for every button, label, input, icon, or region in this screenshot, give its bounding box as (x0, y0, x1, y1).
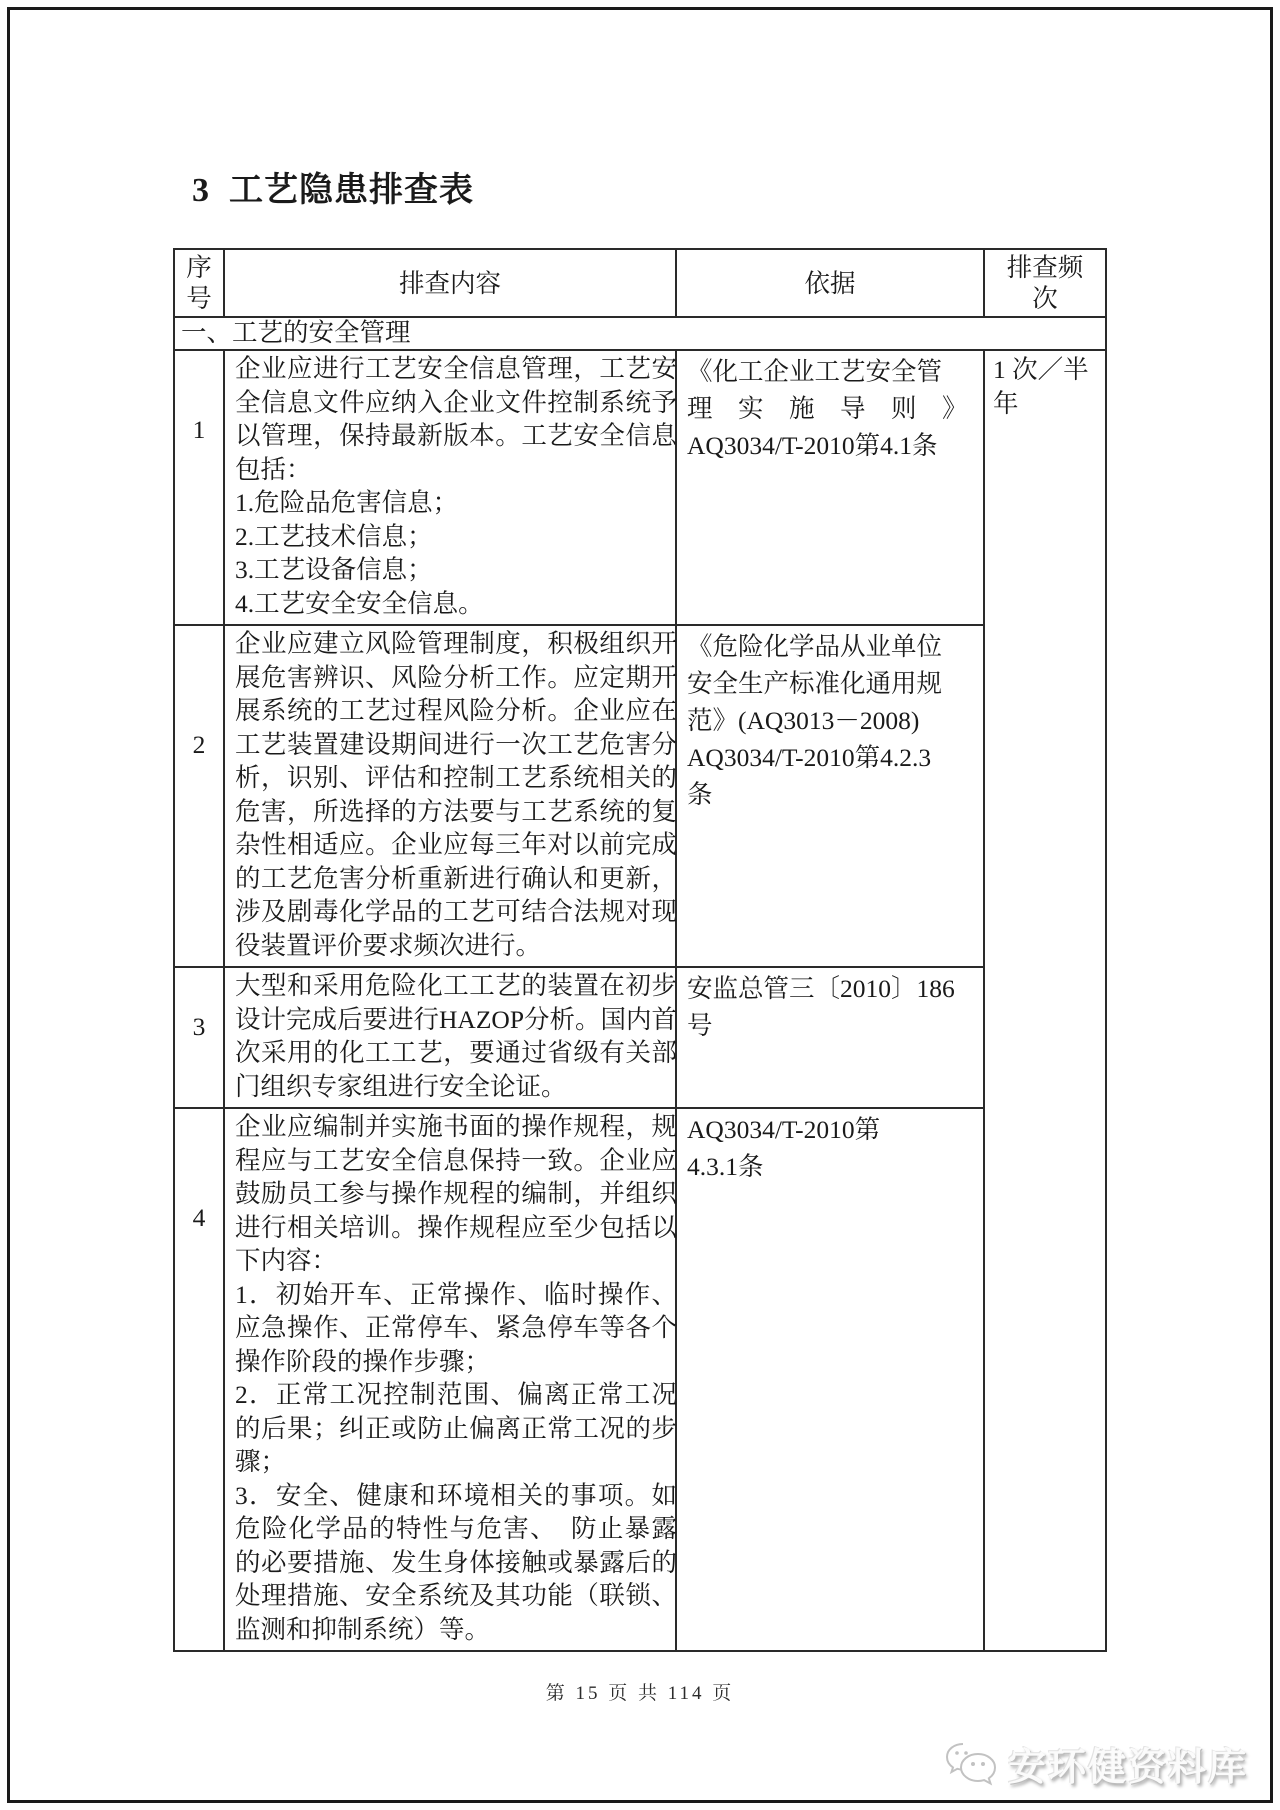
page-title: 3 工艺隐患排查表 (192, 172, 474, 209)
table-row (174, 1108, 1106, 1651)
content-paragraph: 大型和采用危险化工工艺的装置在初步设计完成后要进行HAZOP分析。国内首次采用的化工工艺，要通过省级有关部门组织专家组进行安全论证。 (235, 971, 678, 1101)
content-paragraph: 4.工艺安全安全信息。 (235, 588, 484, 618)
section-row (174, 317, 1106, 350)
inspection-content-cell (224, 625, 676, 967)
content-paragraph: 3．安全、健康和环境相关的事项。如危险化学品的特性与危害、 防止暴露的必要措施、发生身体接触或暴露后的处理措施、安全系统及其功能（联锁、监测和抑制系统）等。 (235, 1480, 677, 1644)
basis-cell (676, 967, 984, 1108)
basis-line: AQ3034/T-2010第4.2.3 (687, 743, 932, 772)
row-number: 1 (174, 350, 224, 625)
page-number: 第 15 页 共 114 页 (545, 1683, 735, 1704)
row-number: 4 (174, 1108, 224, 1651)
watermark (942, 1736, 1248, 1791)
basis-line: AQ3034/T-2010第 (687, 1115, 881, 1144)
inspection-table (173, 248, 1107, 1652)
row-number: 2 (174, 625, 224, 967)
basis-line: AQ3034/T-2010第4.1条 (687, 431, 938, 460)
inspection-content-cell (224, 350, 676, 625)
basis-line: 安全生产标准化通用规 (687, 669, 943, 698)
basis-line: 号 (687, 1011, 713, 1040)
basis-line: 理 实 施 导 则 》 (687, 394, 968, 423)
table-row (174, 967, 1106, 1108)
inspection-content-cell (224, 1108, 676, 1651)
basis-cell (676, 350, 984, 625)
basis-line: 范》(AQ3013－2008) (687, 706, 920, 735)
content-paragraph: 1.危险品危害信息； (235, 488, 459, 517)
content-paragraph: 2．正常工况控制范围、偏离正常工况的后果；纠正或防止偏离正常工况的步骤； (235, 1380, 677, 1476)
header-row (174, 249, 1106, 317)
basis-line: 条 (687, 780, 713, 809)
header-basis: 依据 (676, 249, 984, 317)
section-title: 一、工艺的安全管理 (174, 317, 1106, 350)
inspection-content-cell (224, 967, 676, 1108)
content-paragraph: 企业应进行工艺安全信息管理，工艺安全信息文件应纳入企业文件控制系统予以管理，保持最新版本。工艺安全信息包括： (235, 354, 677, 484)
content-paragraph: 企业应建立风险管理制度，积极组织开展危害辨识、风险分析工作。应定期开展系统的工艺过程风险分析。企业应在工艺装置建设期间进行一次工艺危害分析，识别、评估和控制工艺系统相关的危害，所选择的方法要与工艺系统的复杂性相适应。企业应每三年对以前完成的工艺危害分析重新进行确认和更新，涉及剧毒化学品的工艺可结合法规对现役装置评价要求频次进行。 (235, 629, 677, 960)
content-paragraph: 1．初始开车、正常操作、临时操作、应急操作、正常停车、紧急停车等各个操作阶段的操作步骤； (235, 1279, 677, 1376)
frequency-cell: 1 次／半年 (984, 350, 1106, 1651)
content-paragraph: 2.工艺技术信息； (235, 521, 433, 551)
chat-bubbles-icon (942, 1740, 1000, 1788)
table-row (174, 350, 1106, 625)
basis-line: 《化工企业工艺安全管 (687, 357, 943, 386)
basis-line: 《危险化学品从业单位 (687, 632, 943, 661)
content-paragraph: 企业应编制并实施书面的操作规程，规程应与工艺安全信息保持一致。企业应鼓励员工参与操作规程的编制，并组织进行相关培训。操作规程应至少包括以下内容： (235, 1112, 677, 1275)
basis-cell (676, 1108, 984, 1651)
basis-line: 安监总管三〔2010〕186 (687, 974, 955, 1003)
header-content: 排查内容 (224, 249, 676, 317)
basis-cell (676, 625, 984, 967)
table-row (174, 625, 1106, 967)
row-number: 3 (174, 967, 224, 1108)
watermark-text: 安环健资料库 (1007, 1747, 1248, 1789)
table-body (174, 317, 1106, 1651)
table-header (174, 249, 1106, 317)
basis-line: 4.3.1条 (687, 1152, 764, 1181)
header-seq: 序号 (174, 249, 224, 317)
content-paragraph: 3.工艺设备信息； (235, 555, 433, 584)
header-frequency: 排查频次 (984, 249, 1106, 317)
